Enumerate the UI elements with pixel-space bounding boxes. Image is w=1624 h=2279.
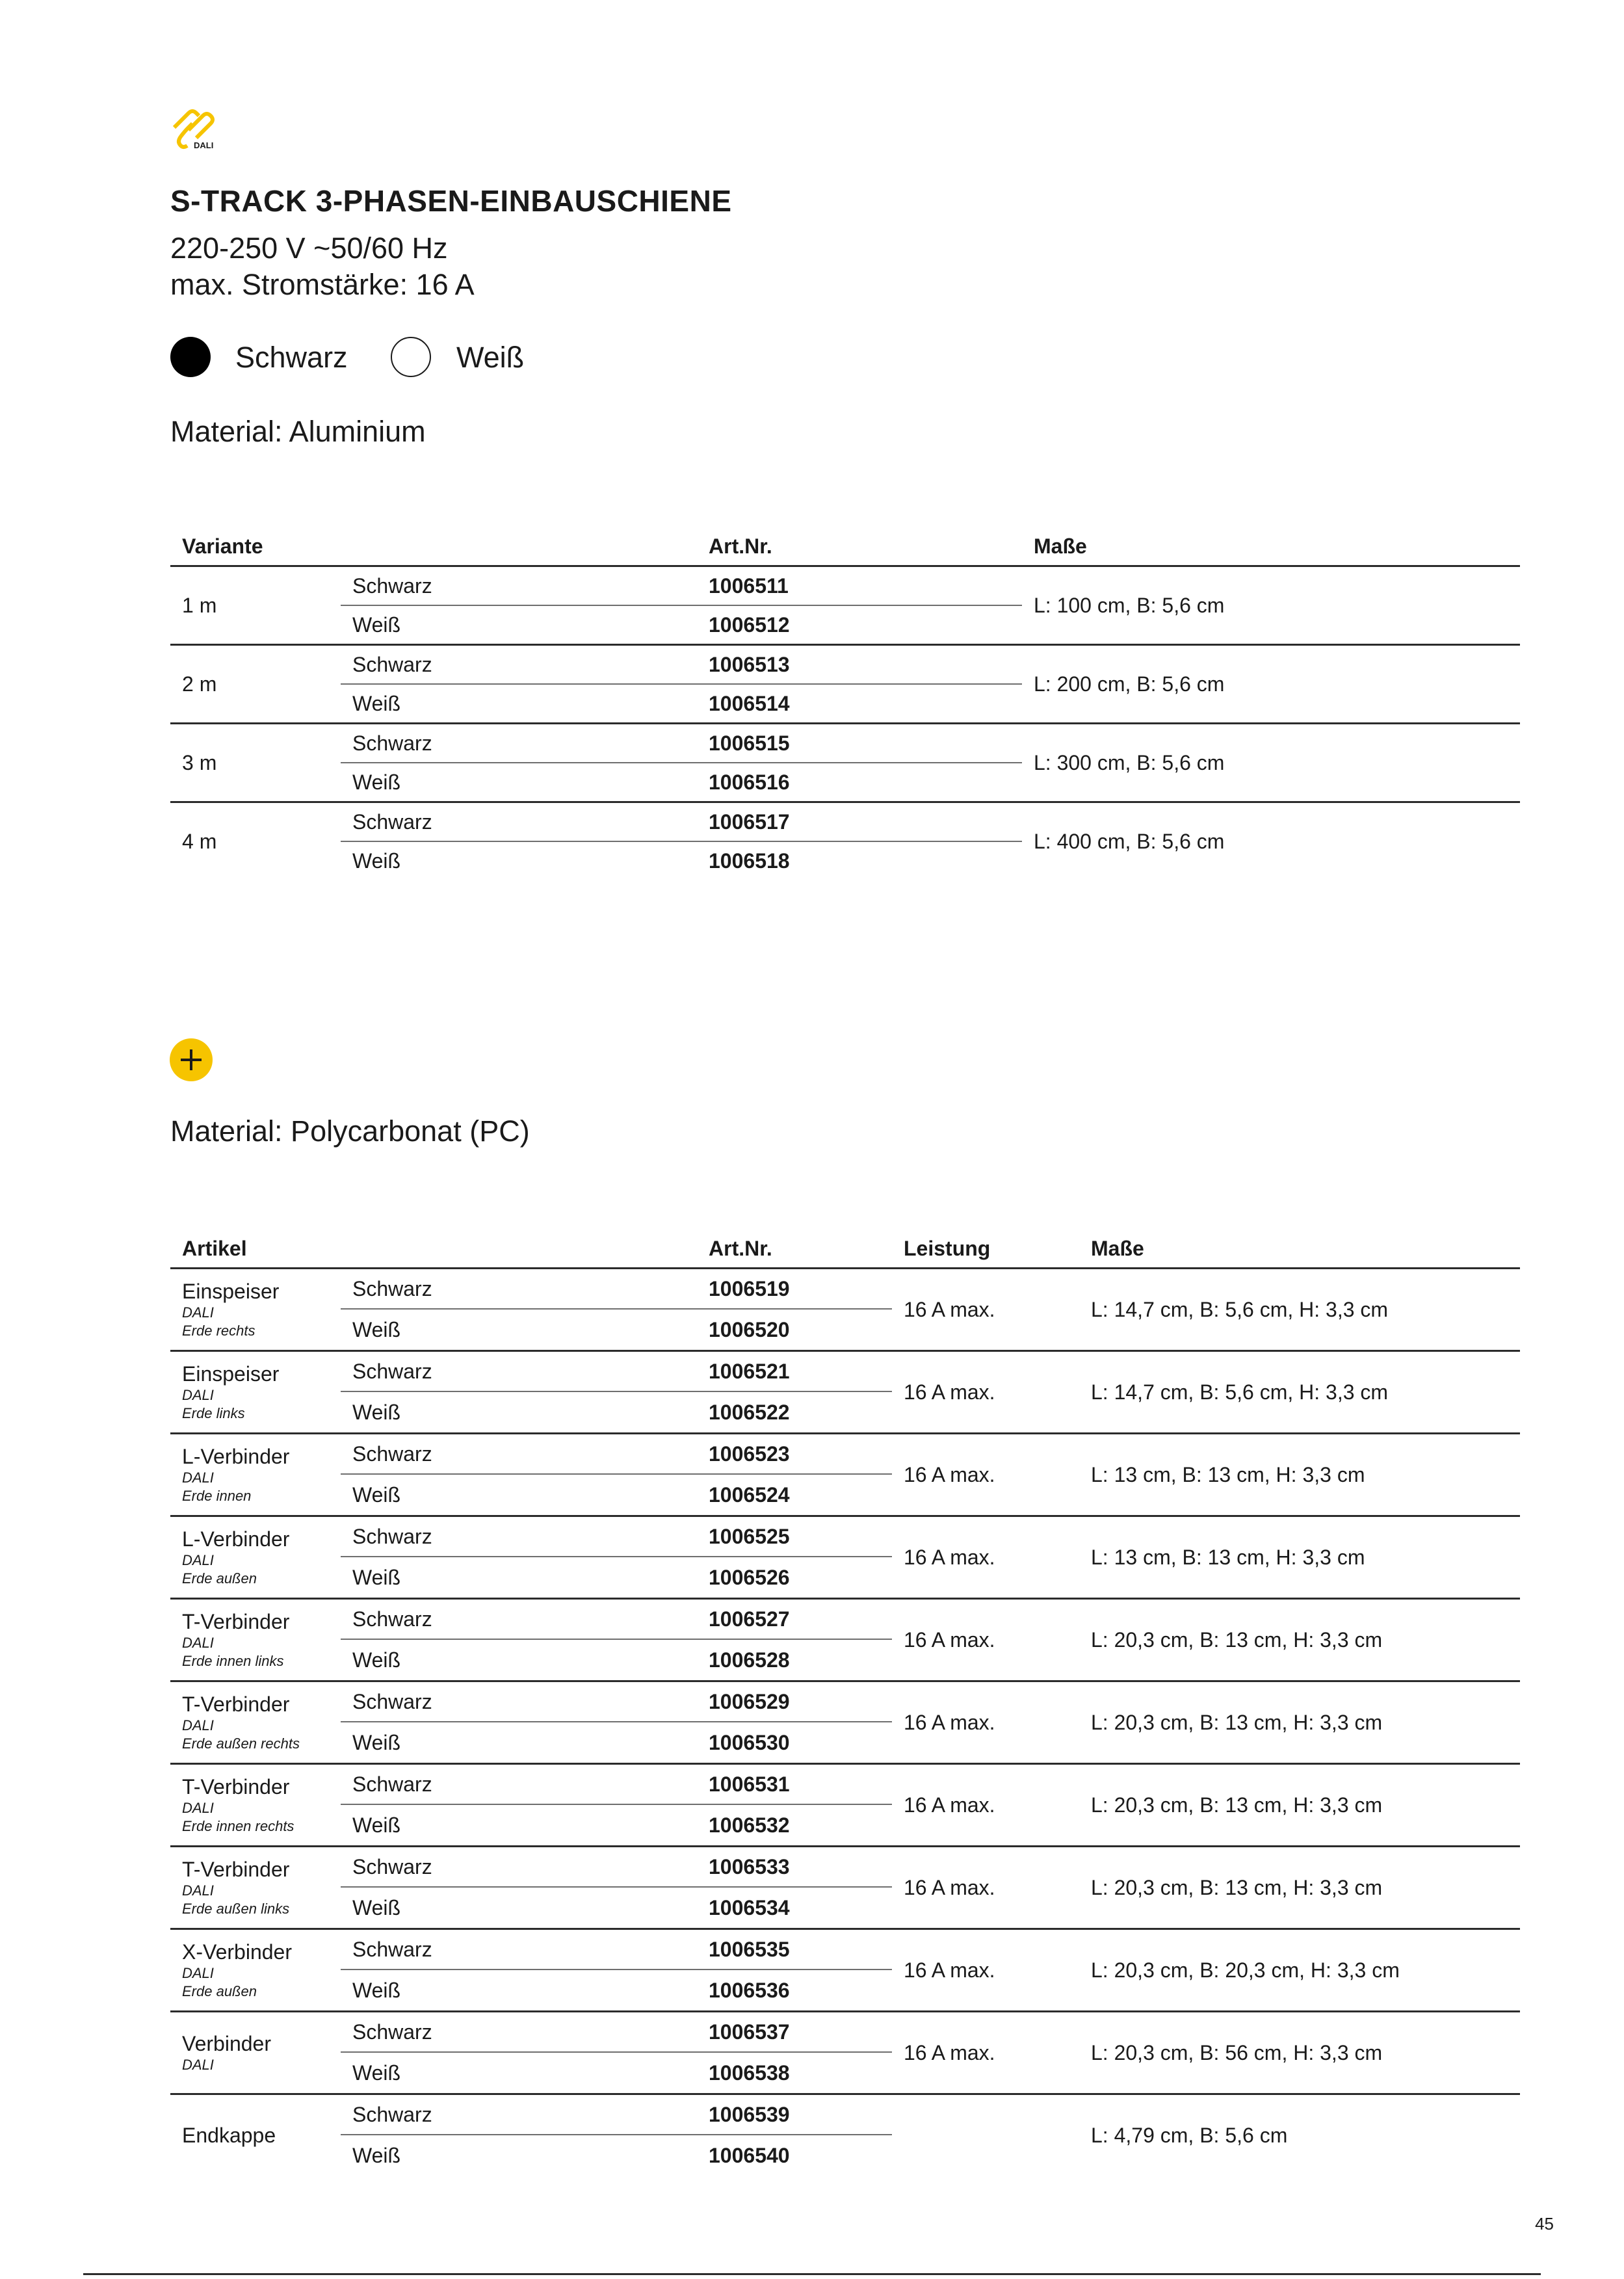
artnr-cell: 1006529	[697, 1681, 892, 1722]
color-cell: Weiß	[341, 1391, 697, 1434]
table-row	[170, 1599, 1520, 1640]
table-row	[170, 1269, 1520, 1310]
dims-cell: L: 13 cm, B: 13 cm, H: 3,3 cm	[1079, 1434, 1520, 1516]
article-ground: Erde links	[182, 1405, 245, 1421]
article-protocol: DALI	[182, 1552, 214, 1568]
article-ground: Erde innen links	[182, 1653, 284, 1669]
color-swatch-white	[391, 337, 431, 377]
article-name: Einspeiser	[182, 1362, 280, 1386]
dims-cell: L: 20,3 cm, B: 20,3 cm, H: 3,3 cm	[1079, 1929, 1520, 2012]
article-ground: Erde innen	[182, 1488, 252, 1504]
color-cell: Weiß	[341, 605, 697, 645]
artnr-cell: 1006516	[697, 763, 1022, 802]
table-row	[170, 1929, 1520, 1970]
plus-icon	[170, 1038, 213, 1081]
col-variant-header: Variante	[170, 527, 341, 566]
color-cell: Weiß	[341, 1639, 697, 1681]
artnr-cell: 1006532	[697, 1804, 892, 1847]
power-cell: 16 A max.	[892, 2012, 1079, 2094]
power-cell	[892, 2094, 1079, 2176]
power-cell: 16 A max.	[892, 1351, 1079, 1434]
article-protocol: DALI	[182, 1387, 214, 1403]
artnr-cell: 1006534	[697, 1887, 892, 1929]
color-cell: Weiß	[352, 2143, 401, 2167]
artnr-cell: 1006522	[697, 1391, 892, 1434]
color-cell: Schwarz	[341, 1351, 697, 1392]
color-swatch-black	[170, 337, 211, 377]
artnr-cell: 1006536	[697, 1969, 892, 2012]
color-cell: Schwarz	[341, 2012, 697, 2053]
color-cell: Weiß	[341, 1557, 697, 1599]
artnr-cell: 1006539	[697, 2094, 892, 2135]
color-cell: Weiß	[341, 1969, 697, 2012]
variant-cell: 1 m	[170, 566, 341, 645]
article-cell	[170, 1516, 341, 1599]
color-cell: Schwarz	[341, 1434, 697, 1475]
artnr-cell: 1006531	[697, 1764, 892, 1805]
table-row	[170, 645, 1520, 685]
dims-cell: L: 13 cm, B: 13 cm, H: 3,3 cm	[1079, 1516, 1520, 1599]
article-name: T-Verbinder	[182, 1610, 290, 1633]
dims-cell: L: 200 cm, B: 5,6 cm	[1022, 645, 1520, 724]
article-ground: Erde außen rechts	[182, 1735, 300, 1752]
color-cell: Weiß	[341, 1887, 697, 1929]
artnr-cell: 1006533	[697, 1847, 892, 1888]
col-article-header: Artikel	[170, 1230, 341, 1269]
table-row	[170, 2094, 1520, 2135]
color-cell: Weiß	[341, 2052, 697, 2094]
artnr-cell: 1006524	[697, 1474, 892, 1516]
variant-cell: 4 m	[182, 829, 217, 853]
article-name: T-Verbinder	[182, 1775, 290, 1798]
col-power-header: Leistung	[892, 1230, 1079, 1269]
article-cell	[170, 1681, 341, 1764]
color-cell: Weiß	[352, 849, 401, 873]
variants-table	[170, 527, 1520, 880]
table-row	[170, 724, 1520, 763]
artnr-cell: 1006535	[697, 1929, 892, 1970]
artnr-cell: 1006512	[697, 605, 1022, 645]
article-cell	[170, 1434, 341, 1516]
power-cell: 16 A max.	[892, 1516, 1079, 1599]
article-cell	[170, 1269, 341, 1351]
article-cell	[170, 2094, 341, 2176]
power-cell: 16 A max.	[892, 1599, 1079, 1681]
artnr-cell: 1006540	[709, 2143, 790, 2167]
color-cell: Weiß	[341, 684, 697, 724]
article-name: L-Verbinder	[182, 1527, 290, 1551]
color-cell: Schwarz	[341, 1847, 697, 1888]
artnr-cell: 1006519	[697, 1269, 892, 1310]
dims-cell: L: 300 cm, B: 5,6 cm	[1022, 724, 1520, 802]
artnr-cell: 1006511	[697, 566, 1022, 606]
dims-cell: L: 20,3 cm, B: 13 cm, H: 3,3 cm	[1079, 1764, 1520, 1847]
article-cell	[170, 1764, 341, 1847]
table-row	[170, 1764, 1520, 1805]
dims-cell: L: 14,7 cm, B: 5,6 cm, H: 3,3 cm	[1079, 1351, 1520, 1434]
article-protocol: DALI	[182, 1965, 214, 1981]
power-cell: 16 A max.	[892, 1681, 1079, 1764]
article-protocol: DALI	[182, 2057, 214, 2073]
article-ground: Erde außen	[182, 1570, 257, 1587]
current-spec: max. Stromstärke: 16 A	[170, 268, 475, 301]
article-cell	[170, 2012, 341, 2094]
article-cell	[170, 1351, 341, 1434]
dims-cell: L: 400 cm, B: 5,6 cm	[1034, 829, 1225, 853]
artnr-cell: 1006517	[697, 802, 1022, 842]
color-cell: Schwarz	[341, 1269, 697, 1310]
artnr-cell: 1006520	[697, 1309, 892, 1351]
article-name: L-Verbinder	[182, 1445, 290, 1468]
article-name: Endkappe	[182, 2124, 276, 2147]
article-name: T-Verbinder	[182, 1693, 290, 1716]
page-number: 45	[1535, 2214, 1554, 2233]
table-row	[170, 1681, 1520, 1722]
article-protocol: DALI	[182, 1882, 214, 1899]
material-aluminium: Material: Aluminium	[170, 415, 426, 448]
table-row	[170, 1434, 1520, 1475]
artnr-cell: 1006525	[697, 1516, 892, 1557]
artnr-cell: 1006518	[709, 849, 790, 873]
variant-cell: 3 m	[170, 724, 341, 802]
page-title: S-TRACK 3-PHASEN-EINBAUSCHIENE	[170, 184, 732, 218]
article-cell	[170, 1929, 341, 2012]
dims-cell: L: 20,3 cm, B: 13 cm, H: 3,3 cm	[1079, 1847, 1520, 1929]
artnr-cell: 1006514	[697, 684, 1022, 724]
color-cell: Schwarz	[341, 724, 697, 763]
article-ground: Erde rechts	[182, 1323, 255, 1339]
power-cell: 16 A max.	[892, 1269, 1079, 1351]
artnr-cell: 1006523	[697, 1434, 892, 1475]
logo-text: DALI	[194, 140, 214, 150]
article-ground: Erde außen links	[182, 1901, 290, 1917]
article-name: X-Verbinder	[182, 1940, 292, 1964]
table-row	[170, 2012, 1520, 2053]
color-cell: Schwarz	[341, 1681, 697, 1722]
color-cell: Weiß	[341, 1474, 697, 1516]
artnr-cell: 1006515	[697, 724, 1022, 763]
color-cell: Weiß	[341, 1309, 697, 1351]
table-row	[170, 1351, 1520, 1392]
color-cell: Weiß	[341, 1804, 697, 1847]
voltage-spec: 220-250 V ~50/60 Hz	[170, 231, 448, 265]
article-cell	[170, 1599, 341, 1681]
color-cell: Schwarz	[341, 1764, 697, 1805]
col-dims-header: Maße	[1079, 1230, 1520, 1269]
color-label-black: Schwarz	[235, 341, 348, 374]
article-ground: Erde innen rechts	[182, 1818, 295, 1834]
color-cell: Schwarz	[341, 1516, 697, 1557]
power-cell: 16 A max.	[892, 1847, 1079, 1929]
power-cell: 16 A max.	[892, 1929, 1079, 2012]
artnr-cell: 1006538	[697, 2052, 892, 2094]
power-cell: 16 A max.	[892, 1764, 1079, 1847]
dims-cell: L: 100 cm, B: 5,6 cm	[1022, 566, 1520, 645]
table-row	[170, 1847, 1520, 1888]
artnr-cell: 1006521	[697, 1351, 892, 1392]
article-cell	[170, 1847, 341, 1929]
power-cell: 16 A max.	[892, 1434, 1079, 1516]
color-cell: Schwarz	[341, 645, 697, 685]
col-dims-header: Maße	[1022, 527, 1520, 566]
material-polycarbonat: Material: Polycarbonat (PC)	[170, 1114, 530, 1148]
color-cell: Schwarz	[341, 1929, 697, 1970]
accessories-table	[170, 1230, 1520, 2176]
color-cell: Weiß	[341, 1722, 697, 1764]
article-ground: Erde außen	[182, 1983, 257, 1999]
color-cell: Schwarz	[341, 566, 697, 606]
col-artnr-header: Art.Nr.	[697, 1230, 892, 1269]
article-protocol: DALI	[182, 1800, 214, 1816]
col-artnr-header: Art.Nr.	[697, 527, 1022, 566]
color-cell: Weiß	[341, 763, 697, 802]
dims-cell: L: 20,3 cm, B: 13 cm, H: 3,3 cm	[1079, 1681, 1520, 1764]
article-protocol: DALI	[182, 1304, 214, 1321]
color-label-white: Weiß	[456, 341, 525, 374]
artnr-cell: 1006530	[697, 1722, 892, 1764]
artnr-cell: 1006527	[697, 1599, 892, 1640]
color-cell: Schwarz	[341, 1599, 697, 1640]
article-protocol: DALI	[182, 1717, 214, 1733]
color-cell: Schwarz	[341, 802, 697, 842]
artnr-cell: 1006513	[697, 645, 1022, 685]
article-name: T-Verbinder	[182, 1858, 290, 1881]
table-row	[170, 1516, 1520, 1557]
dims-cell: L: 20,3 cm, B: 56 cm, H: 3,3 cm	[1079, 2012, 1520, 2094]
article-protocol: DALI	[182, 1635, 214, 1651]
dali-logo-icon	[169, 99, 218, 151]
table-row	[170, 802, 1520, 842]
color-cell: Schwarz	[341, 2094, 697, 2135]
dims-cell: L: 14,7 cm, B: 5,6 cm, H: 3,3 cm	[1079, 1269, 1520, 1351]
footer-divider	[83, 2273, 1541, 2275]
article-name: Verbinder	[182, 2032, 271, 2055]
artnr-cell: 1006528	[697, 1639, 892, 1681]
dims-cell: L: 4,79 cm, B: 5,6 cm	[1091, 2123, 1288, 2147]
artnr-cell: 1006526	[697, 1557, 892, 1599]
article-name: Einspeiser	[182, 1280, 280, 1303]
table-row	[170, 566, 1520, 606]
dims-cell: L: 20,3 cm, B: 13 cm, H: 3,3 cm	[1079, 1599, 1520, 1681]
article-protocol: DALI	[182, 1469, 214, 1486]
variant-cell: 2 m	[170, 645, 341, 724]
artnr-cell: 1006537	[697, 2012, 892, 2053]
